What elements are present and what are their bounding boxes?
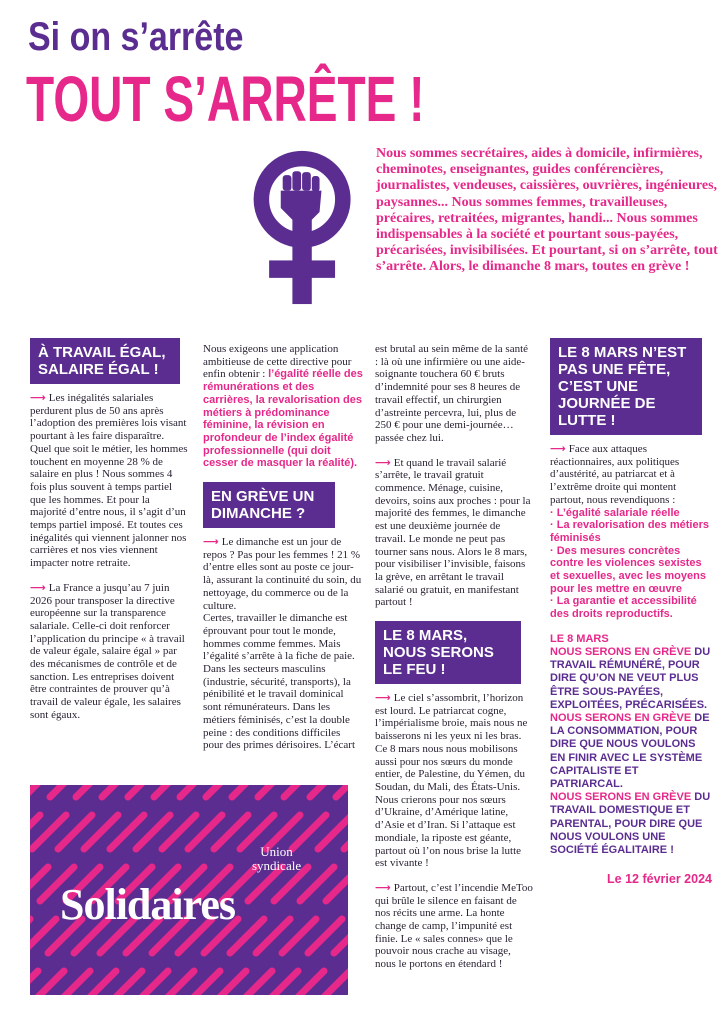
stripe [336,785,348,797]
demand-item: · Des mesures concrètes contre les violences sexistes et sexuelles, avec les moyens pour les mettre en œuvre [550,544,706,595]
column-2 [203,343,363,764]
heading-travail-egal: À TRAVAIL ÉGAL, SALAIRE ÉGAL ! [30,338,180,384]
slogan-item: NOUS SERONS EN GRÈVE DU TRAVAIL DOMESTIQUE ET PARENTAL, POUR DIRE QUE NOUS VOULONS UNE SOCIÉTÉ ÉGALITAIRE ! [550,791,711,857]
arrow-icon: ⟶ [375,880,391,894]
logo-wordmark: Solidaires [60,880,236,929]
paragraph: ⟶ Et quand le travail salarié s’arrête, le travail gratuit commence. Ménage, cuisine, devoirs, soins aux proches : pour la majorité des femmes, le dimanche est une deuxième journée de travail. Le monde ne peut pas tourner sans nous. Alors le 8 mars, pour visibiliser l’invisible, faisons la grève, en arrêtant le travail salarié ou gratuit, en manifestant partout ! [375,455,531,609]
intro-text: Nous sommes secrétaires, aides à domicile, infirmières, cheminotes, enseignantes, guides conférencières, journalistes, vendeuses, caissières, ouvrières, ingénieures, paysannes... Nous sommes femmes, travailleuses, précaires, retraitées, migrantes, handi... Nous sommes indispensables à la société et pourtant sous-payées, précarisées, invisibilisées. Et pourtant, si on s’arrête, tout s’arrête. Alors, le dimanche 8 mars, toutes en grève ! [376,146,718,275]
demand-item: · L’égalité salariale réelle [550,506,680,519]
title-line-2: TOUT S’ARRÊTE ! [26,63,425,135]
paragraph: ⟶ Les inégalités salariales perdurent plus de 50 ans après l’adoption des premières lois visant pourtant à les faire disparaître. Quel que soit le métier, les hommes touchent en moyenne 28 % de salaire en plus ! Nous sommes 4 fois plus souvent à temps partiel que les hommes. Et pour la majorité d’entre nous, il s’agit d’un temps partiel imposé. Et toutes ces inégalités qui viennent jalonner nos carrières et nos vies viennent impacter notre retraite. [30,391,188,570]
arrow-icon: ⟶ [30,580,46,594]
paragraph: ⟶ Face aux attaques réactionnaires, aux politiques d’austérité, au patriarcat et à l’extrême droite qui montent partout, nous revendiquons : [550,442,680,506]
stripe [30,971,38,995]
feminist-fist-venus-icon [250,146,360,306]
demand-item: · La revalorisation des métiers féminisés [550,519,709,544]
paragraph: Nous exigeons une application ambitieuse de cette directive pour enfin obtenir : l’égalité réelle des rémunérations et des carrières, la revalorisation des métiers à prédominance féminine, la révision en profondeur de l’index égalité professionnelle (qui doit cesser de masquer la réalité). [203,343,363,470]
paragraph: Certes, travailler le dimanche est éprouvant pour tout le monde, hommes comme femmes. Mais l’égalité s’arrête à la fiche de paie. Dans les secteurs masculins (industrie, sécurité, transports), la pénibilité et le travail dominical sont rémunérateurs. Dans les métiers féminisés, c’est la double peine : des conditions difficiles pour des primes dérisoires. L’écart [203,612,356,752]
slogan-item: NOUS SERONS EN GRÈVE DE LA CONSOMMATION, POUR DIRE QUE NOUS VOULONS EN FINIR AVEC LE SYSTÈME CAPITALISTE ET PATRIARCAL. [550,712,710,791]
heading-serons-le-feu: LE 8 MARS, NOUS SERONS LE FEU ! [375,621,521,684]
paragraph: ⟶ Le ciel s’assombrit, l’horizon est lourd. Le patriarcat cogne, l’impérialisme broie, mais nous ne baisserons ni les yeux ni les bras. Ce 8 mars nous nous mobilisons aussi pour nos sœurs du monde entier, de Palestine, du Yémen, du Soudan, du Mali, des États-Unis. Nous crierons pour nos sœurs d’Ukraine, d’Amérique latine, d’Asie et d’Iran. Si l’attaque est mondiale, la riposte est géante, partout où l’on nous brise la lutte est vivante ! [375,691,528,870]
paragraph: ⟶ Le dimanche est un jour de repos ? Pas pour les femmes ! 21 % d’entre elles sont au poste ce jour-là, assurant la continuité du soin, du nettoyage, du commerce ou de la culture. [203,535,362,612]
date: Le 12 février 2024 [607,872,712,887]
arrow-icon: ⟶ [550,442,566,455]
solidaires-logo [30,785,348,995]
column-1 [30,338,188,734]
heading-greve-dimanche: EN GRÈVE UN DIMANCHE ? [203,482,335,528]
arrow-icon: ⟶ [203,535,219,549]
slogan-item: NOUS SERONS EN GRÈVE DU TRAVAIL RÉMUNÉRÉ, POUR DIRE QU’ON NE VEUT PLUS ÊTRE SOUS-PAYÉES, EXPLOITÉES, PRÉCARISÉES. [550,646,711,711]
arrow-icon: ⟶ [375,455,391,469]
column-3 [375,343,533,983]
heading-journee-de-lutte: LE 8 MARS N’EST PAS UNE FÊTE, C’EST UNE JOURNÉE DE LUTTE ! [550,338,702,435]
paragraph: ⟶ La France a jusqu’au 7 juin 2026 pour transposer la directive européenne sur la transparence salariale. Celle-ci doit renforcer l’application du principe « à travail de valeur égale, salaire égal » par des mécanismes de contrôle et de sanction. Les entreprises doivent être contraintes de prouver qu’à travail de valeur égale, les salaires sont égaux. [30,580,185,721]
logo-tagline: Union syndicale [252,844,302,873]
strike-slogans: LE 8 MARS NOUS SERONS EN GRÈVE DU TRAVAIL RÉMUNÉRÉ, POUR DIRE QU’ON NE VEUT PLUS ÊTRE SOUS-PAYÉES, EXPLOITÉES, PRÉCARISÉES. NOUS SERONS EN GRÈVE DE LA CONSOMMATION, POUR DIRE QUE NOUS VOULONS EN FINIR AVEC LE SYSTÈME CAPITALISTE ET PATRIARCAL. NOUS SERONS EN GRÈVE DU TRAVAIL DOMESTIQUE ET PARENTAL, POUR DIRE QUE NOUS VOULONS UNE SOCIÉTÉ ÉGALITAIRE ! [550,632,711,857]
paragraph: est brutal au sein même de la santé : là où une infirmière ou une aide-soignante touchera 60 € bruts d’indemnité pour ses 8 heures de travail effectif, un chirurgien d’astreinte percevra, lui, plus de 250 € pour une demi-journée… passée chez lui. [375,343,529,444]
demand-highlight: l’égalité réelle des rémunérations et des carrières, la revalorisation des métiers à prédominance féminine, la révision en profondeur de l’index égalité professionnelle (qui doit cesser de masquer la réalité). [203,368,363,470]
title-line-1: Si on s’arrête [28,15,244,59]
arrow-icon: ⟶ [30,391,46,404]
column-4 [550,338,712,886]
paragraph: ⟶ Partout, c’est l’incendie MeToo qui brûle le silence en faisant de nos récits une arme. La honte change de camp, l’impunité est finie. Le « sales connes» que le pouvoir nous crache au visage, nous le portons en étendard ! [375,880,533,971]
demand-item: · La garantie et accessibilité des droits reproductifs. [550,595,697,621]
arrow-icon: ⟶ [375,691,391,705]
